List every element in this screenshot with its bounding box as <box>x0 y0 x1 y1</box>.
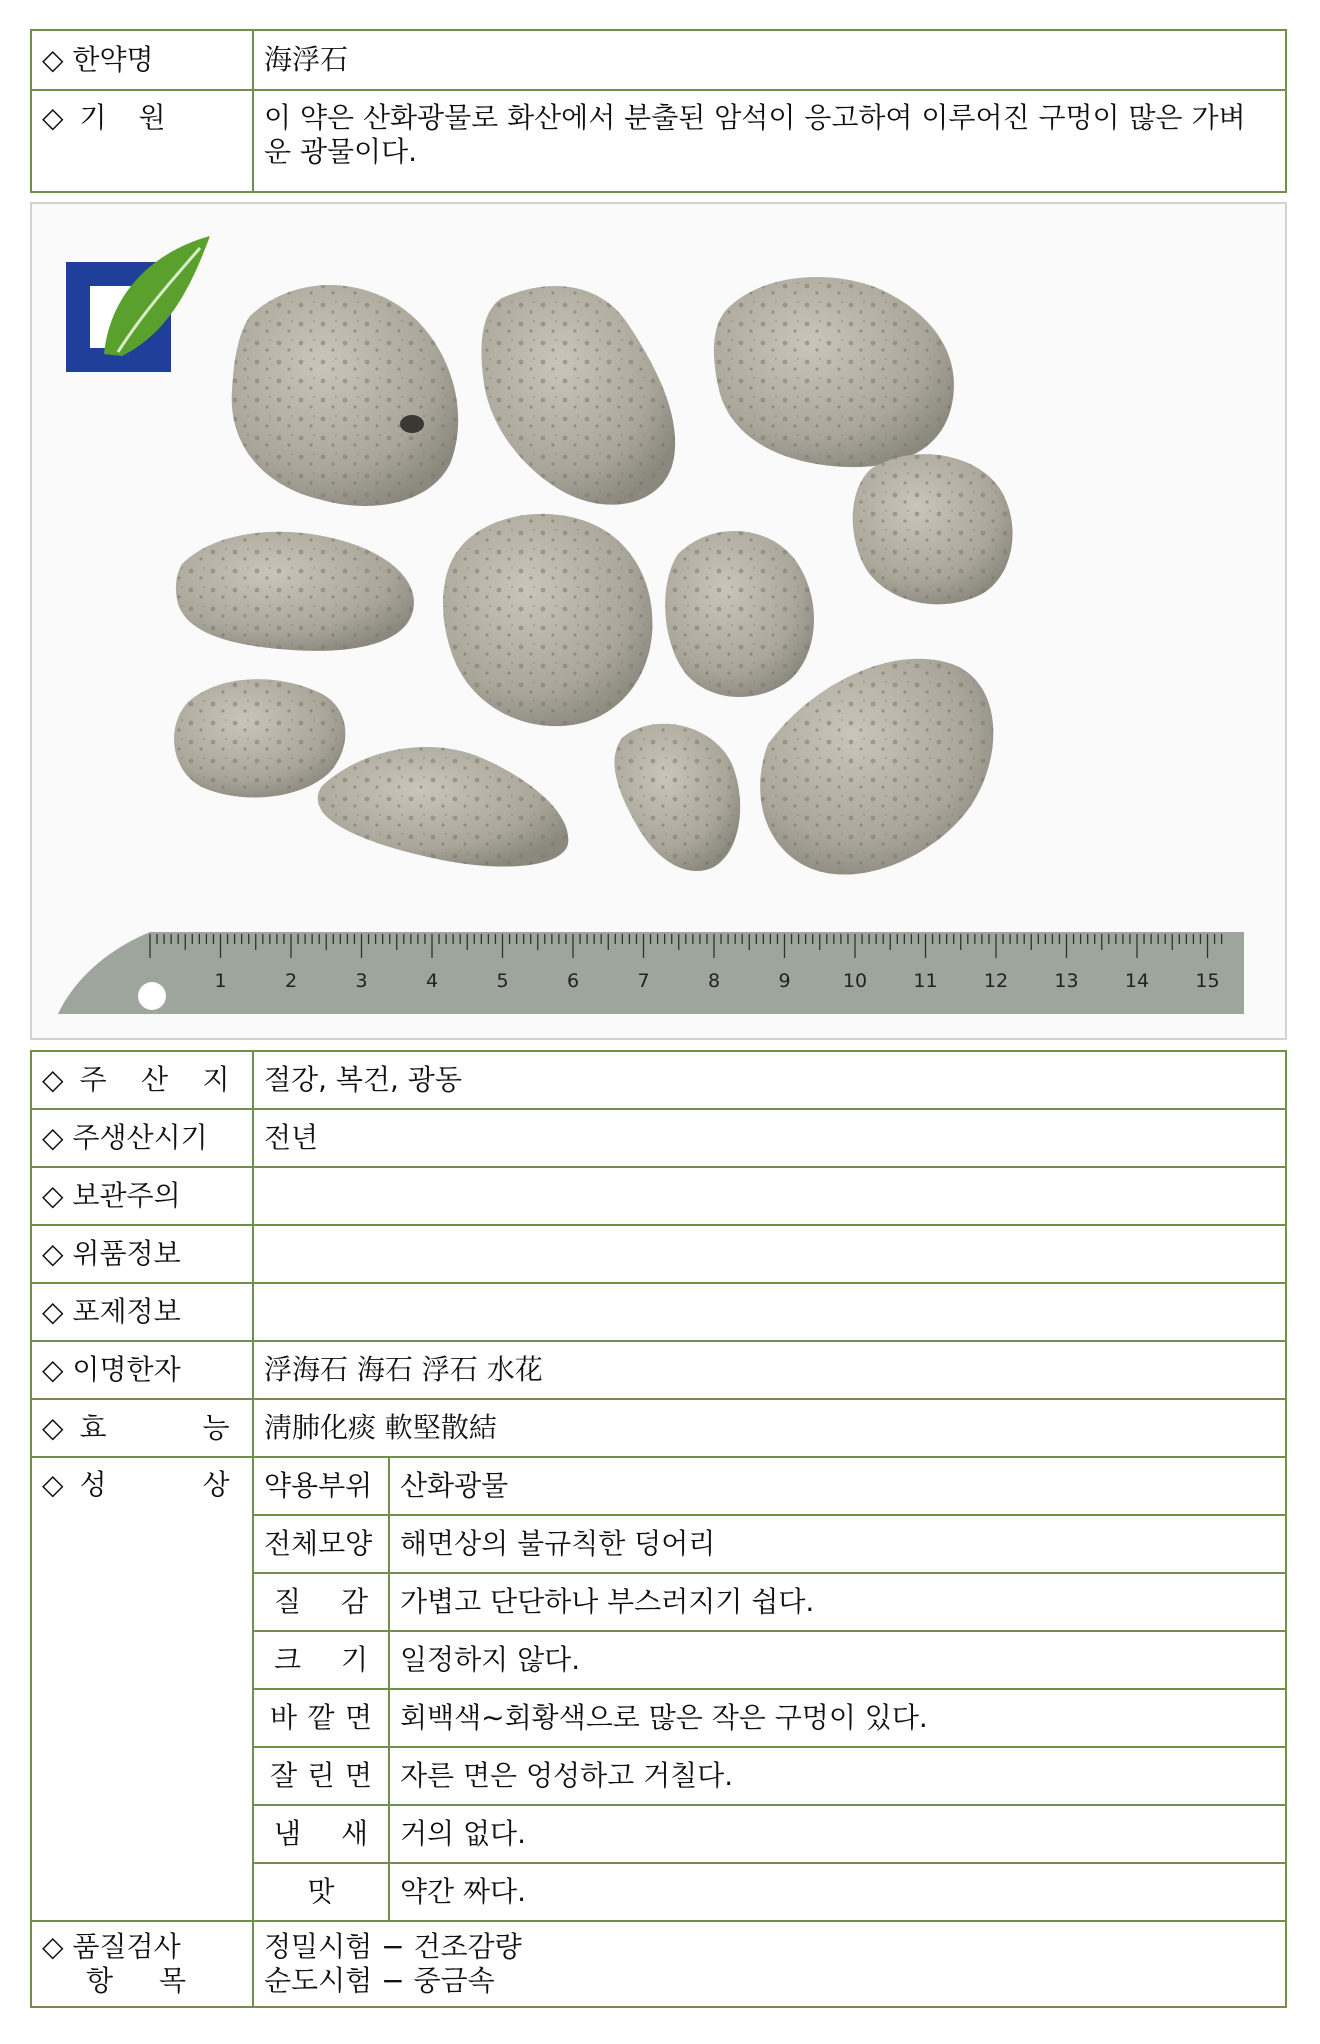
header-table <box>30 29 1287 193</box>
ruler-label: 14 <box>1124 970 1150 992</box>
ruler-label: 6 <box>566 970 580 992</box>
ruler-label: 1 <box>214 970 227 992</box>
quality-table <box>30 1920 1287 2008</box>
property-key: 냄 새 <box>253 1805 389 1863</box>
property-value: 약간 짜다. <box>389 1863 1286 1921</box>
property-value: 회백색∼회황색으로 많은 작은 구멍이 있다. <box>389 1689 1286 1747</box>
measuring-ruler <box>58 932 1244 1014</box>
property-key: 약용부위 <box>253 1457 389 1515</box>
origin-value: 이 약은 산화광물로 화산에서 분출된 암석이 응고하여 이루어진 구멍이 많은 가벼운 광물이다. <box>253 90 1286 192</box>
stone <box>665 531 814 697</box>
season-value: 전년 <box>253 1109 1286 1167</box>
origin-label: ◇ 기 원 <box>31 90 253 192</box>
counterfeit-label: ◇ 위품정보 <box>31 1225 253 1283</box>
property-value: 일정하지 않다. <box>389 1631 1286 1689</box>
name-label: ◇ 한약명 <box>31 30 253 90</box>
region-label: ◇ 주 산 지 <box>31 1051 253 1109</box>
efficacy-label: ◇ 효 능 <box>31 1399 253 1457</box>
ruler-label: 15 <box>1195 970 1220 992</box>
name-value: 海浮石 <box>253 30 1286 90</box>
quality-line: 순도시험 − 중금속 <box>264 1964 495 1997</box>
ruler-label: 10 <box>842 970 868 992</box>
properties-label: ◇ 성 상 <box>31 1457 253 1921</box>
ruler-label: 13 <box>1054 970 1079 992</box>
properties-table <box>30 1456 1287 1922</box>
property-key: 전체모양 <box>253 1515 389 1573</box>
stone <box>174 679 345 797</box>
storage-label: ◇ 보관주의 <box>31 1167 253 1225</box>
property-value: 해면상의 불규칙한 덩어리 <box>389 1515 1286 1573</box>
processing-label: ◇ 포제정보 <box>31 1283 253 1341</box>
counterfeit-value <box>253 1225 1286 1283</box>
ruler-label: 7 <box>637 970 650 992</box>
efficacy-value: 淸肺化痰 軟堅散結 <box>253 1399 1286 1457</box>
property-key: 크 기 <box>253 1631 389 1689</box>
property-value: 거의 없다. <box>389 1805 1286 1863</box>
alias-value: 浮海石 海石 浮石 水花 <box>253 1341 1286 1399</box>
quality-line: 정밀시험 − 건조감량 <box>264 1930 522 1963</box>
info-table <box>30 1050 1287 1458</box>
storage-value <box>253 1167 1286 1225</box>
quality-value <box>253 1921 1286 2007</box>
ruler-label: 9 <box>778 970 791 992</box>
ruler-label: 12 <box>983 970 1009 992</box>
property-key: 잘 린 면 <box>253 1747 389 1805</box>
ruler-label: 4 <box>425 970 439 992</box>
ruler-label: 5 <box>496 970 509 992</box>
property-key: 맛 <box>253 1863 389 1921</box>
property-key: 질 감 <box>253 1573 389 1631</box>
season-label: ◇ 주생산시기 <box>31 1109 253 1167</box>
alias-label: ◇ 이명한자 <box>31 1341 253 1399</box>
property-value: 자른 면은 엉성하고 거칠다. <box>389 1747 1286 1805</box>
property-value: 가볍고 단단하나 부스러지기 쉽다. <box>389 1573 1286 1631</box>
region-value: 절강, 복건, 광동 <box>253 1051 1286 1109</box>
ruler-label: 2 <box>284 970 298 992</box>
quality-label: ◇ 품질검사 항 목 <box>31 1921 253 2007</box>
ruler-label: 11 <box>913 970 938 992</box>
property-key: 바 깥 면 <box>253 1689 389 1747</box>
ruler-label: 3 <box>355 970 368 992</box>
ruler-label: 8 <box>707 970 721 992</box>
processing-value <box>253 1283 1286 1341</box>
specimen-photo <box>30 202 1287 1040</box>
property-value: 산화광물 <box>389 1457 1286 1515</box>
